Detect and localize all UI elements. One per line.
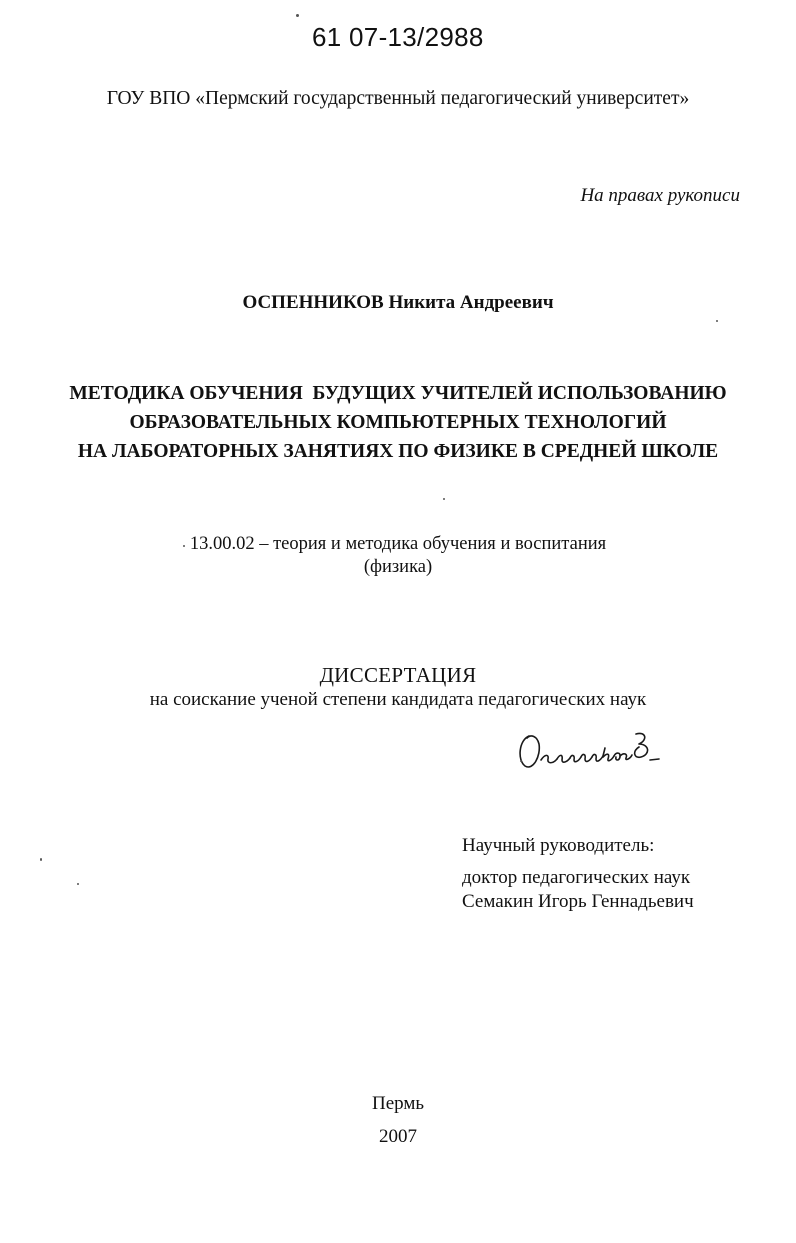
document-type: ДИССЕРТАЦИЯ <box>319 663 477 687</box>
advisor-label: Научный руководитель: <box>462 835 655 856</box>
dissertation-title <box>0 379 796 466</box>
scan-speck <box>296 14 299 17</box>
specialty-subject: (физика) <box>363 557 433 577</box>
author-given-names: Никита Андреевич <box>388 292 554 313</box>
title-line: МЕТОДИКА ОБУЧЕНИЯ БУДУЩИХ УЧИТЕЛЕЙ ИСПОЛЬЗОВАНИЮ <box>69 383 727 404</box>
city: Пермь <box>371 1093 425 1114</box>
year: 2007 <box>379 1126 417 1147</box>
degree-line: на соискание ученой степени кандидата педагогических наук <box>149 689 647 710</box>
title-line: НА ЛАБОРАТОРНЫХ ЗАНЯТИЯХ ПО ФИЗИКЕ В СРЕДНЕЙ ШКОЛЕ <box>77 441 719 462</box>
scan-speck <box>77 883 79 885</box>
advisor-name: Семакин Игорь Геннадьевич <box>462 891 694 912</box>
advisor-degree: доктор педагогических наук <box>462 867 691 888</box>
scan-speck <box>716 320 718 322</box>
organization-name: ГОУ ВПО «Пермский государственный педагогический университет» <box>106 88 690 109</box>
signature-drawing <box>515 726 675 776</box>
author-signature <box>515 726 675 781</box>
scan-speck <box>40 858 42 861</box>
archive-stamp: 61 07-13/2988 <box>312 22 484 52</box>
specialty <box>0 533 796 579</box>
scan-speck <box>443 498 445 500</box>
title-line: ОБРАЗОВАТЕЛЬНЫХ КОМПЬЮТЕРНЫХ ТЕХНОЛОГИЙ <box>129 412 667 433</box>
advisor-info <box>462 866 694 914</box>
author-name <box>0 292 796 314</box>
rights-notice: На правах рукописи <box>580 185 740 206</box>
scan-speck <box>520 760 522 762</box>
specialty-code: 13.00.02 – теория и методика обучения и воспитания <box>189 534 607 554</box>
scan-speck <box>183 545 185 547</box>
author-surname: ОСПЕННИКОВ <box>242 292 384 313</box>
